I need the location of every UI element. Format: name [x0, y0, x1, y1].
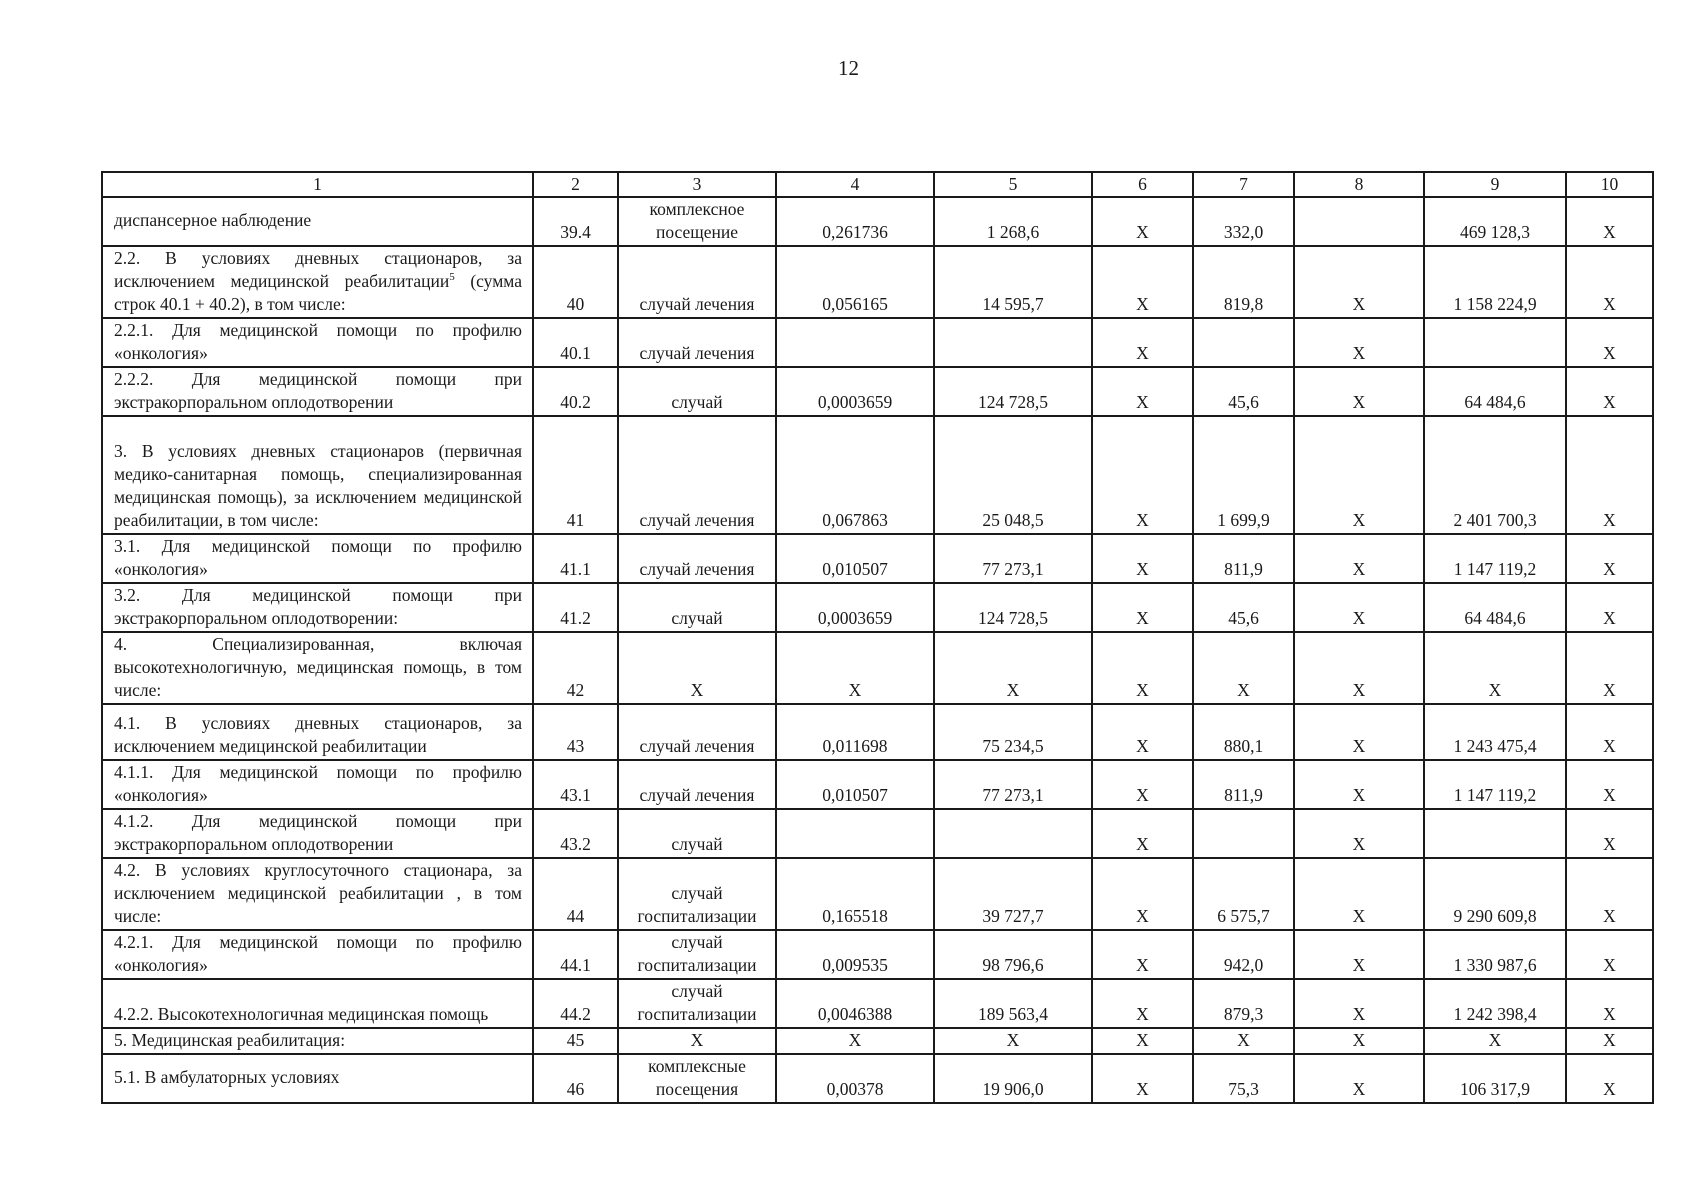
row-description [102, 979, 533, 1028]
row-code: 45 [533, 1028, 618, 1054]
cell-col8: X [1294, 704, 1424, 760]
cell-col8: X [1294, 534, 1424, 583]
cell-col8: X [1294, 246, 1424, 318]
cell-col8: X [1294, 858, 1424, 930]
row-description-text: 3. В условиях дневных стационаров (первичная медико-санитарная помощь, специализированная медицинская помощь), за исключением медицинской реабилитации, в том числе: [114, 441, 522, 530]
cell-col4: 0,010507 [776, 760, 934, 809]
cell-col4: 0,165518 [776, 858, 934, 930]
cell-col8: X [1294, 416, 1424, 534]
unit-of-measure: случай лечения [618, 246, 776, 318]
header-row [102, 172, 1653, 197]
row-code: 40.1 [533, 318, 618, 367]
row-description-text: 2.2. В условиях дневных стационаров, за исключением медицинской реабилитации [114, 248, 522, 291]
row-description [102, 704, 533, 760]
cell-col7: 332,0 [1193, 197, 1294, 246]
cell-col10: X [1566, 367, 1653, 416]
cell-col9: 1 147 119,2 [1424, 534, 1566, 583]
table-row [102, 583, 1653, 632]
unit-of-measure: случай госпитализации [618, 979, 776, 1028]
cell-col10: X [1566, 704, 1653, 760]
cell-col4: 0,261736 [776, 197, 934, 246]
row-description-text: 4.1.2. Для медицинской помощи при экстракорпоральном оплодотворении [114, 811, 522, 854]
cell-col8: X [1294, 760, 1424, 809]
row-description [102, 632, 533, 704]
cell-col10: X [1566, 1028, 1653, 1054]
cell-col4: 0,00378 [776, 1054, 934, 1103]
row-description-text: 2.2.2. Для медицинской помощи при экстракорпоральном оплодотворении [114, 369, 522, 412]
cell-col5: 77 273,1 [934, 534, 1092, 583]
col-header: 10 [1566, 172, 1653, 197]
row-code: 42 [533, 632, 618, 704]
row-code: 43.1 [533, 760, 618, 809]
cell-col7: X [1193, 1028, 1294, 1054]
cell-col4: X [776, 632, 934, 704]
cell-col6: X [1092, 930, 1193, 979]
row-description [102, 246, 533, 318]
cell-col8: X [1294, 809, 1424, 858]
cell-col4: X [776, 1028, 934, 1054]
cell-col5: 124 728,5 [934, 583, 1092, 632]
unit-of-measure: случай [618, 367, 776, 416]
cell-col9: 64 484,6 [1424, 583, 1566, 632]
row-description-text: 4.2.2. Высокотехнологичная медицинская помощь [114, 1004, 489, 1024]
cell-col5: 14 595,7 [934, 246, 1092, 318]
cell-col7: 45,6 [1193, 367, 1294, 416]
cell-col6: X [1092, 632, 1193, 704]
cell-col6: X [1092, 1054, 1193, 1103]
cell-col4: 0,0046388 [776, 979, 934, 1028]
row-description [102, 583, 533, 632]
table-row [102, 979, 1653, 1028]
cell-col10: X [1566, 979, 1653, 1028]
cell-col9: 106 317,9 [1424, 1054, 1566, 1103]
row-description [102, 197, 533, 246]
cell-col10: X [1566, 632, 1653, 704]
row-description-text: 4.2. В условиях круглосуточного стационара, за исключением медицинской реабилитации , в том числе: [114, 860, 522, 926]
cell-col7: 811,9 [1193, 534, 1294, 583]
col-header: 9 [1424, 172, 1566, 197]
col-header: 5 [934, 172, 1092, 197]
cell-col10: X [1566, 583, 1653, 632]
unit-of-measure: случай лечения [618, 760, 776, 809]
table-row [102, 367, 1653, 416]
row-description-text: 4.1. В условиях дневных стационаров, за исключением медицинской реабилитации [114, 713, 522, 756]
cell-col8 [1294, 197, 1424, 246]
unit-of-measure: X [618, 632, 776, 704]
cell-col7 [1193, 809, 1294, 858]
table-row [102, 318, 1653, 367]
unit-of-measure: случай [618, 809, 776, 858]
row-code: 39.4 [533, 197, 618, 246]
cell-col9: 2 401 700,3 [1424, 416, 1566, 534]
cell-col9: X [1424, 632, 1566, 704]
cell-col4: 0,009535 [776, 930, 934, 979]
table-row [102, 534, 1653, 583]
table-row [102, 197, 1653, 246]
table-row [102, 704, 1653, 760]
cell-col5: 124 728,5 [934, 367, 1092, 416]
cell-col10: X [1566, 760, 1653, 809]
row-code: 41 [533, 416, 618, 534]
unit-of-measure: случай госпитализации [618, 930, 776, 979]
cell-col7: 6 575,7 [1193, 858, 1294, 930]
cell-col10: X [1566, 930, 1653, 979]
col-header: 2 [533, 172, 618, 197]
cell-col10: X [1566, 318, 1653, 367]
cell-col9: 1 242 398,4 [1424, 979, 1566, 1028]
row-description-text: 5. Медицинская реабилитация: [114, 1030, 346, 1050]
cell-col9: X [1424, 1028, 1566, 1054]
cell-col6: X [1092, 704, 1193, 760]
cell-col6: X [1092, 1028, 1193, 1054]
row-description [102, 930, 533, 979]
table-row [102, 760, 1653, 809]
row-description [102, 760, 533, 809]
row-code: 41.2 [533, 583, 618, 632]
cell-col7: 880,1 [1193, 704, 1294, 760]
col-header: 8 [1294, 172, 1424, 197]
cell-col5 [934, 318, 1092, 367]
col-header: 4 [776, 172, 934, 197]
cell-col5: X [934, 632, 1092, 704]
row-code: 41.1 [533, 534, 618, 583]
cell-col9: 1 330 987,6 [1424, 930, 1566, 979]
unit-of-measure: комплексные посещения [618, 1054, 776, 1103]
cell-col10: X [1566, 246, 1653, 318]
cell-col10: X [1566, 858, 1653, 930]
row-code: 44.2 [533, 979, 618, 1028]
unit-of-measure: случай лечения [618, 318, 776, 367]
cell-col6: X [1092, 760, 1193, 809]
row-code: 40.2 [533, 367, 618, 416]
table-row [102, 858, 1653, 930]
col-header: 3 [618, 172, 776, 197]
cell-col8: X [1294, 979, 1424, 1028]
cell-col6: X [1092, 246, 1193, 318]
row-description [102, 858, 533, 930]
cell-col7: 942,0 [1193, 930, 1294, 979]
cell-col7 [1193, 318, 1294, 367]
row-description-text: 3.1. Для медицинской помощи по профилю «онкология» [114, 536, 522, 579]
row-description [102, 534, 533, 583]
row-description [102, 1028, 533, 1054]
table-row [102, 930, 1653, 979]
page-number: 12 [838, 56, 859, 80]
col-header: 6 [1092, 172, 1193, 197]
cell-col10: X [1566, 1054, 1653, 1103]
cell-col5 [934, 809, 1092, 858]
cell-col7: 879,3 [1193, 979, 1294, 1028]
cell-col8: X [1294, 318, 1424, 367]
table-row [102, 809, 1653, 858]
cell-col9 [1424, 809, 1566, 858]
cell-col9: 469 128,3 [1424, 197, 1566, 246]
cell-col9: 1 147 119,2 [1424, 760, 1566, 809]
row-description-text: 2.2.1. Для медицинской помощи по профилю «онкология» [114, 320, 522, 363]
cell-col5: 75 234,5 [934, 704, 1092, 760]
cell-col7: X [1193, 632, 1294, 704]
cell-col6: X [1092, 534, 1193, 583]
cell-col9: 64 484,6 [1424, 367, 1566, 416]
row-description-text: 4.1.1. Для медицинской помощи по профилю «онкология» [114, 762, 522, 805]
cell-col5: 1 268,6 [934, 197, 1092, 246]
col-header: 1 [102, 172, 533, 197]
col-header: 7 [1193, 172, 1294, 197]
row-code: 44.1 [533, 930, 618, 979]
row-code: 40 [533, 246, 618, 318]
cell-col5: X [934, 1028, 1092, 1054]
table-row [102, 1028, 1653, 1054]
cell-col9: 9 290 609,8 [1424, 858, 1566, 930]
cell-col6: X [1092, 197, 1193, 246]
cell-col5: 19 906,0 [934, 1054, 1092, 1103]
cell-col6: X [1092, 809, 1193, 858]
cell-col4: 0,067863 [776, 416, 934, 534]
cell-col4: 0,010507 [776, 534, 934, 583]
cell-col4 [776, 809, 934, 858]
cell-col4: 0,056165 [776, 246, 934, 318]
row-description-text: 4.2.1. Для медицинской помощи по профилю «онкология» [114, 932, 522, 975]
cell-col9: 1 158 224,9 [1424, 246, 1566, 318]
cell-col8: X [1294, 930, 1424, 979]
row-description [102, 809, 533, 858]
cell-col10: X [1566, 416, 1653, 534]
row-code: 43 [533, 704, 618, 760]
footnote-marker: 5 [449, 271, 455, 284]
unit-of-measure: случай [618, 583, 776, 632]
table-row [102, 632, 1653, 704]
cell-col4 [776, 318, 934, 367]
unit-of-measure: случай госпитализации [618, 858, 776, 930]
cell-col4: 0,0003659 [776, 367, 934, 416]
cell-col5: 25 048,5 [934, 416, 1092, 534]
cell-col10: X [1566, 197, 1653, 246]
cell-col7: 45,6 [1193, 583, 1294, 632]
cell-col8: X [1294, 367, 1424, 416]
cell-col9 [1424, 318, 1566, 367]
cell-col8: X [1294, 583, 1424, 632]
cell-col8: X [1294, 1054, 1424, 1103]
cell-col9: 1 243 475,4 [1424, 704, 1566, 760]
cell-col6: X [1092, 367, 1193, 416]
cell-col7: 819,8 [1193, 246, 1294, 318]
cell-col5: 98 796,6 [934, 930, 1092, 979]
unit-of-measure: случай лечения [618, 704, 776, 760]
cell-col7: 811,9 [1193, 760, 1294, 809]
table-row [102, 246, 1653, 318]
unit-of-measure: комплексное посещение [618, 197, 776, 246]
cell-col8: X [1294, 1028, 1424, 1054]
row-description [102, 416, 533, 534]
cell-col6: X [1092, 318, 1193, 367]
unit-of-measure: случай лечения [618, 534, 776, 583]
table-row [102, 416, 1653, 534]
row-code: 43.2 [533, 809, 618, 858]
table-row [102, 1054, 1653, 1103]
cell-col8: X [1294, 632, 1424, 704]
row-description-text: 5.1. В амбулаторных условиях [114, 1067, 340, 1087]
cell-col10: X [1566, 809, 1653, 858]
row-description [102, 367, 533, 416]
cell-col6: X [1092, 858, 1193, 930]
cell-col6: X [1092, 416, 1193, 534]
cell-col4: 0,011698 [776, 704, 934, 760]
unit-of-measure: X [618, 1028, 776, 1054]
row-description [102, 1054, 533, 1103]
row-description-text: 4. Специализированная, включая высокотехнологичную, медицинская помощь, в том числе: [114, 634, 522, 700]
cell-col6: X [1092, 979, 1193, 1028]
table-body [102, 197, 1653, 1103]
row-code: 46 [533, 1054, 618, 1103]
unit-of-measure: случай лечения [618, 416, 776, 534]
row-description-text: диспансерное наблюдение [114, 210, 312, 230]
cell-col4: 0,0003659 [776, 583, 934, 632]
cell-col10: X [1566, 534, 1653, 583]
row-description-text: 3.2. Для медицинской помощи при экстракорпоральном оплодотворении: [114, 585, 522, 628]
row-code: 44 [533, 858, 618, 930]
cell-col5: 189 563,4 [934, 979, 1092, 1028]
cell-col7: 1 699,9 [1193, 416, 1294, 534]
cell-col5: 39 727,7 [934, 858, 1092, 930]
cell-col5: 77 273,1 [934, 760, 1092, 809]
row-description-continued: (сумма строк 40.1 + 40.2), в том числе: [114, 271, 522, 314]
row-description [102, 318, 533, 367]
data-table [101, 171, 1654, 1104]
cell-col7: 75,3 [1193, 1054, 1294, 1103]
cell-col6: X [1092, 583, 1193, 632]
